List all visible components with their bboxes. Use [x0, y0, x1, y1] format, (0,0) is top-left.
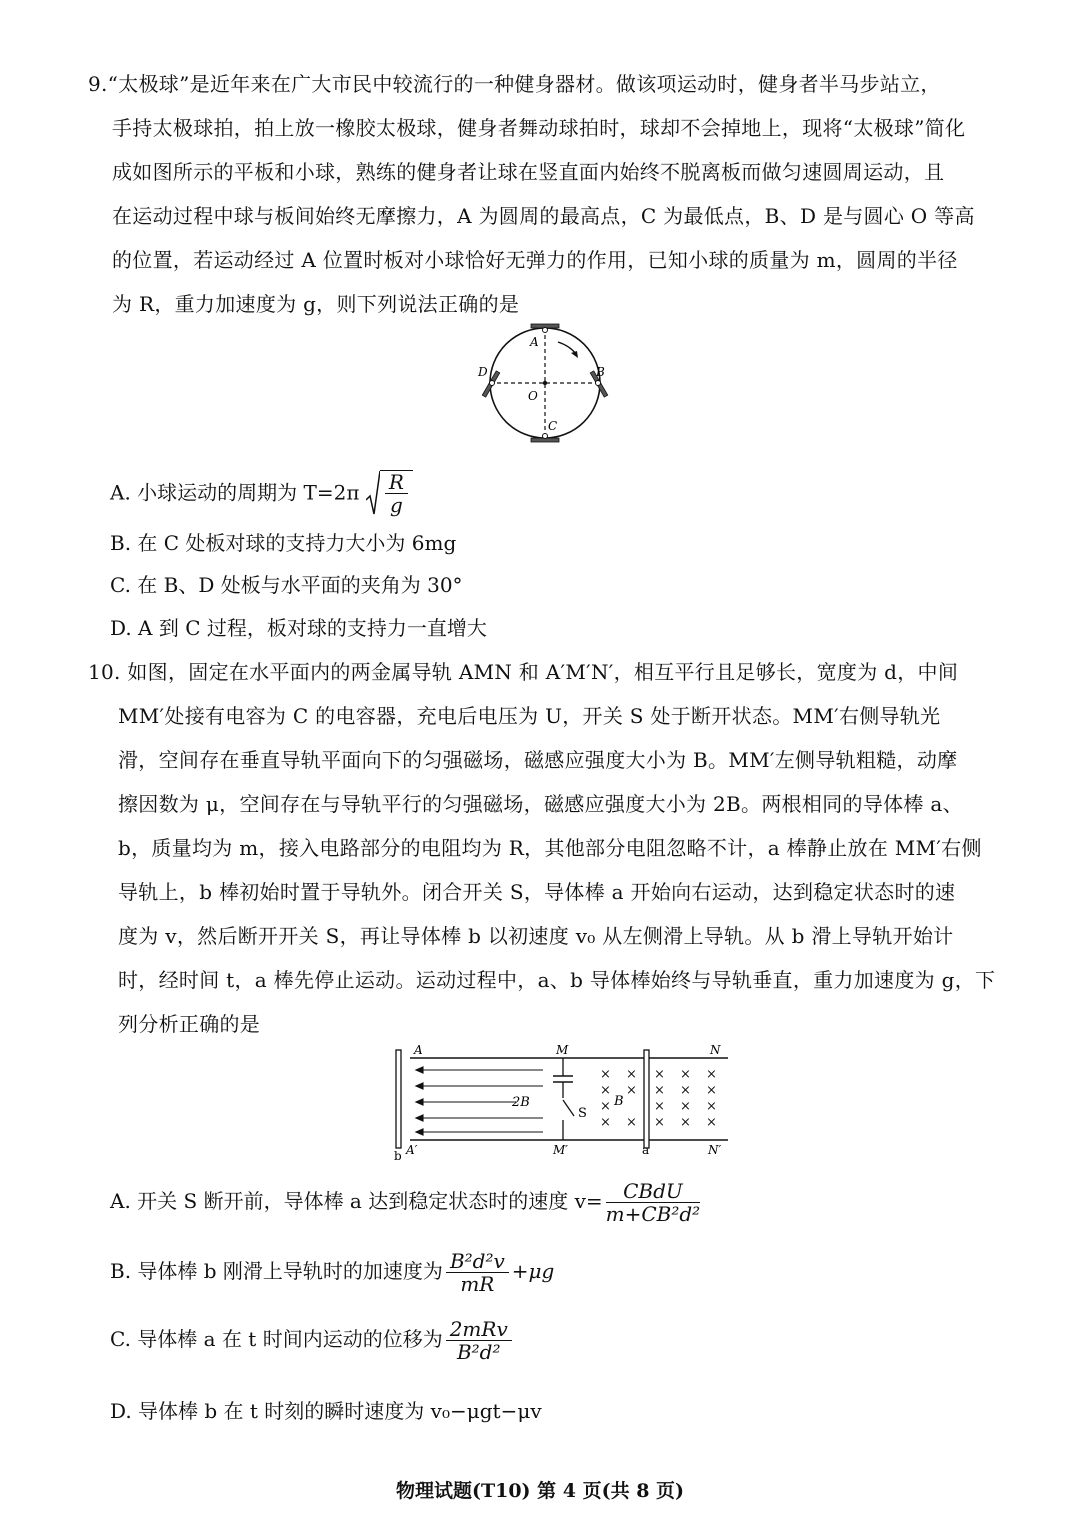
q10-label-B-field: B	[614, 1094, 624, 1109]
cross: ×	[600, 1099, 611, 1114]
q10-rod-a	[644, 1050, 649, 1148]
cross: ×	[626, 1115, 637, 1130]
q10-label-S: S	[578, 1106, 587, 1121]
q10-line-4: 擦因数为 μ，空间存在与导轨平行的匀强磁场，磁感应强度大小为 2B。两根相同的导体棒 a、	[118, 792, 963, 816]
cross: ×	[654, 1083, 665, 1098]
q10-option-b	[110, 1250, 554, 1295]
q9-label-D: D	[478, 365, 488, 379]
q10-switch-blade	[563, 1100, 574, 1116]
q9-option-a-den: g	[389, 493, 403, 517]
q9-line-1: 9.“太极球”是近年来在广大市民中较流行的一种健身器材。做该项运动时，健身者半马步站立，	[88, 72, 941, 96]
question-10	[88, 650, 1008, 1046]
q9-option-c: C. 在 B、D 处板与水平面的夹角为 30°	[110, 573, 463, 597]
q9-option-a	[110, 470, 413, 518]
cross: ×	[706, 1083, 717, 1098]
q10-option-c	[110, 1318, 515, 1363]
q10-line-1: 10. 如图，固定在水平面内的两金属导轨 AMN 和 A′M′N′，相互平行且足够长，宽度为 d，中间	[88, 660, 959, 684]
question-9	[88, 62, 1008, 326]
q10-line-8: 时，经时间 t，a 棒先停止运动。运动过程中，a、b 导体棒始终与导轨垂直，重力加速度为 g，下	[118, 968, 996, 992]
q10-rod-b	[396, 1050, 401, 1148]
q10-label-M: M	[556, 1043, 569, 1057]
q10-option-a-den: m+CB²d²	[605, 1202, 701, 1226]
cross: ×	[626, 1067, 637, 1082]
q10-label-N: N	[710, 1043, 721, 1057]
sqrt-symbol	[366, 470, 413, 518]
q10-option-c-text: C. 导体棒 a 在 t 时间内运动的位移为	[110, 1327, 443, 1351]
q10-label-A: A	[414, 1043, 423, 1057]
q10-option-c-den: B²d²	[456, 1340, 501, 1364]
q9-option-d: D. A 到 C 过程，板对球的支持力一直增大	[110, 616, 487, 640]
q9-rotation-arrow	[558, 342, 576, 354]
q9-circle-figure	[470, 320, 620, 450]
q9-line-6: 为 R，重力加速度为 g，则下列说法正确的是	[112, 292, 520, 316]
q10-label-2B: 2B	[512, 1095, 530, 1110]
q9-ball-right	[596, 381, 601, 386]
q10-label-a: a	[642, 1143, 650, 1157]
q10-line-2: MM′处接有电容为 C 的电容器，充电后电压为 U，开关 S 处于断开状态。MM′右侧导轨光	[118, 704, 941, 728]
cross: ×	[654, 1067, 665, 1082]
q10-option-c-num: 2mRv	[446, 1318, 512, 1341]
cross: ×	[654, 1115, 665, 1130]
cross: ×	[626, 1083, 637, 1098]
q10-label-N-prime: N′	[708, 1143, 722, 1157]
q9-center-dot	[543, 381, 547, 385]
cross: ×	[600, 1115, 611, 1130]
page-footer: 物理试题(T10) 第 4 页(共 8 页)	[395, 1480, 685, 1502]
q9-ball-left	[490, 381, 495, 386]
q10-line-6: 导轨上，b 棒初始时置于导轨外。闭合开关 S，导体棒 a 开始向右运动，达到稳定状态时的速	[118, 880, 956, 904]
q10-line-3: 滑，空间存在垂直导轨平面向下的匀强磁场，磁感应强度大小为 B。MM′左侧导轨粗糙，动摩	[118, 748, 958, 772]
cross: ×	[680, 1099, 691, 1114]
q10-label-M-prime: M′	[553, 1143, 569, 1157]
q9-line-5: 的位置，若运动经过 A 位置时板对小球恰好无弹力的作用，已知小球的质量为 m，圆周的半径	[112, 248, 958, 272]
q10-label-A-prime: A′	[406, 1143, 418, 1157]
q10-option-d: D. 导体棒 b 在 t 时刻的瞬时速度为 v₀−μgt−μv	[110, 1399, 542, 1423]
q9-label-O: O	[528, 389, 538, 403]
q10-option-b-num: B²d²v	[446, 1250, 509, 1273]
cross: ×	[654, 1099, 665, 1114]
cross: ×	[706, 1115, 717, 1130]
q9-rotation-arrowhead	[571, 351, 578, 358]
cross: ×	[600, 1067, 611, 1082]
q9-line-2: 手持太极球拍，拍上放一橡胶太极球，健身者舞动球拍时，球却不会掉地上，现将“太极球”简化	[112, 116, 966, 140]
q9-option-a-text: A. 小球运动的周期为 T=2π	[110, 480, 360, 505]
q9-line-4: 在运动过程中球与板间始终无摩擦力，A 为圆周的最高点，C 为最低点，B、D 是与圆心 O 等高	[112, 204, 975, 228]
q9-label-B: B	[596, 365, 605, 379]
cross: ×	[680, 1067, 691, 1082]
cross: ×	[680, 1115, 691, 1130]
q9-label-A: A	[530, 335, 539, 349]
q10-option-b-den: mR	[460, 1272, 495, 1296]
q10-label-b: b	[394, 1149, 402, 1163]
q10-option-b-text: B. 导体棒 b 刚滑上导轨时的加速度为	[110, 1259, 443, 1283]
q10-rails-figure	[388, 1040, 738, 1165]
q9-option-b: B. 在 C 处板对球的支持力大小为 6mg	[110, 531, 457, 555]
cross: ×	[680, 1083, 691, 1098]
cross: ×	[600, 1083, 611, 1098]
q9-label-C: C	[548, 419, 558, 433]
q10-line-7: 度为 v，然后断开开关 S，再让导体棒 b 以初速度 v₀ 从左侧滑上导轨。从 b 滑上导轨开始计	[118, 924, 954, 948]
q9-option-a-num: R	[385, 471, 408, 494]
q10-line-5: b，质量均为 m，接入电路部分的电阻均为 R，其他部分电阻忽略不计，a 棒静止放在 MM′右侧	[118, 836, 982, 860]
q9-ball-top	[543, 328, 548, 333]
q9-line-3: 成如图所示的平板和小球，熟练的健身者让球在竖直面内始终不脱离板而做匀速圆周运动，且	[112, 160, 945, 184]
q9-ball-bottom	[543, 434, 548, 439]
q10-option-b-suffix: +μg	[511, 1259, 555, 1283]
cross: ×	[706, 1099, 717, 1114]
q10-option-a-text: A. 开关 S 断开前，导体棒 a 达到稳定状态时的速度 v=	[110, 1189, 603, 1213]
q10-option-a	[110, 1180, 703, 1225]
cross: ×	[706, 1067, 717, 1082]
q10-option-a-num: CBdU	[606, 1180, 701, 1203]
q10-line-9: 列分析正确的是	[118, 1012, 261, 1036]
